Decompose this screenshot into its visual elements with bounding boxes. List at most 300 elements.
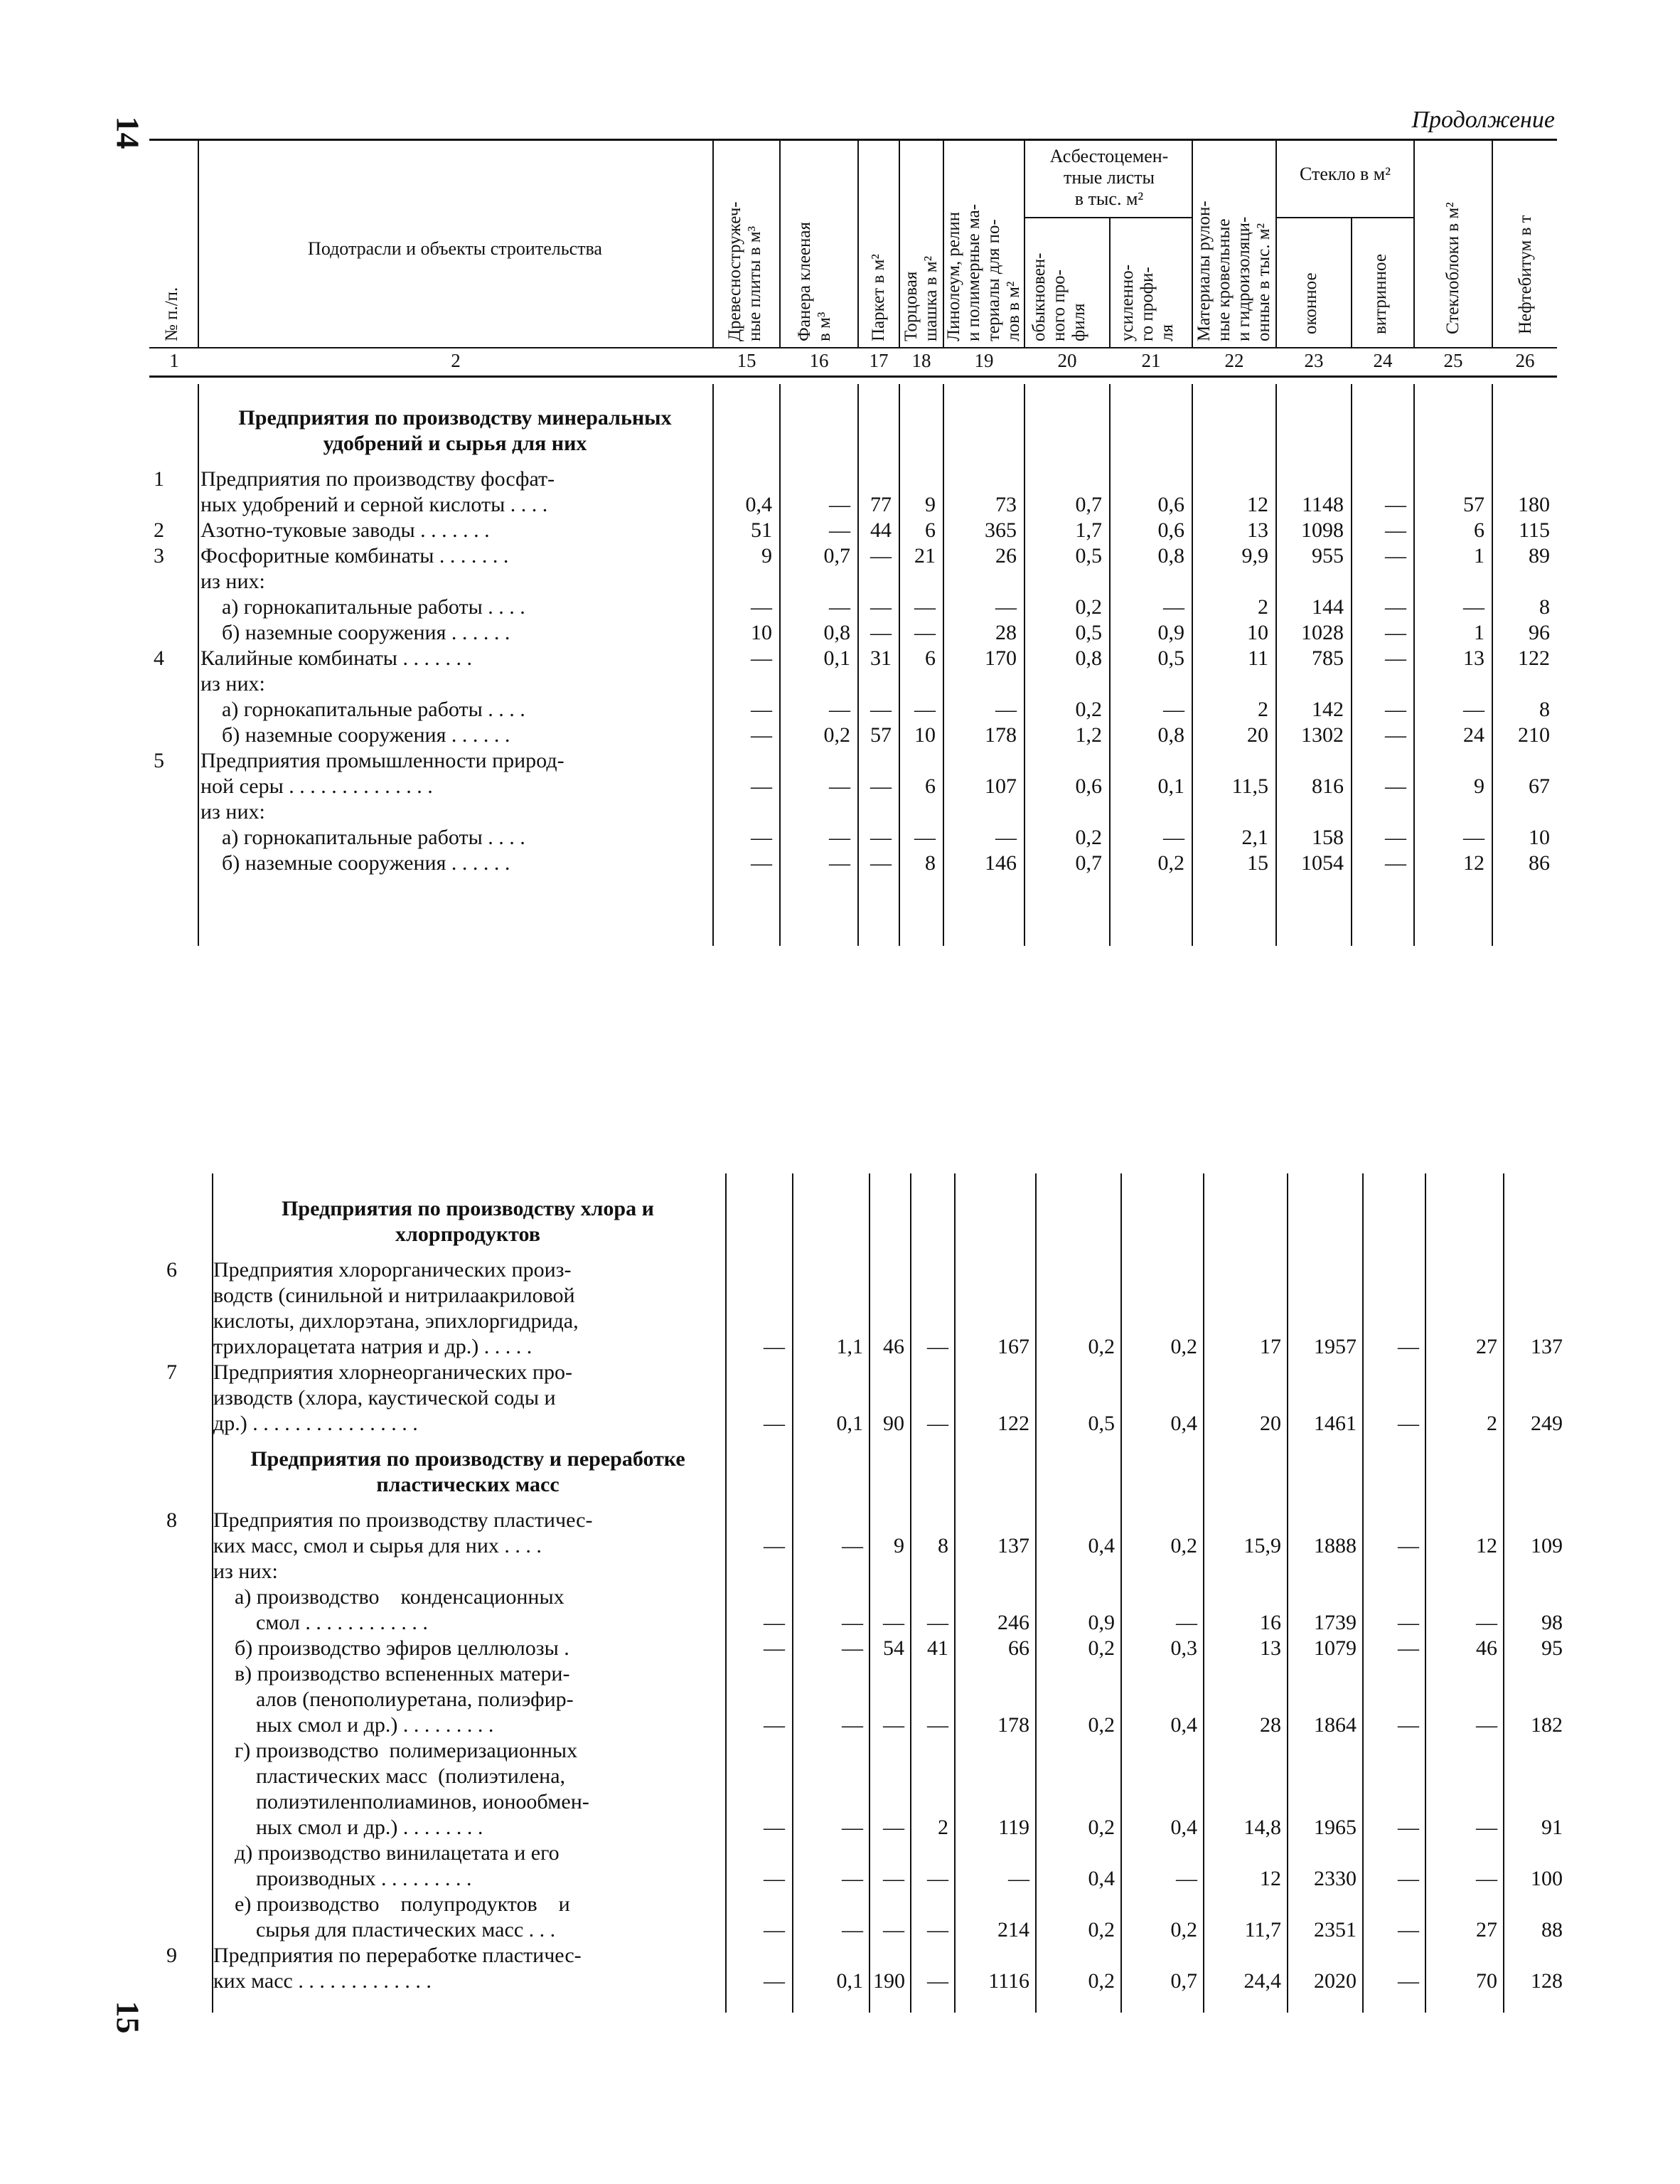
cell-col-17: 46 xyxy=(883,1335,904,1358)
cell-col-18: — xyxy=(914,621,936,644)
cell-col-19: 1116 xyxy=(988,1969,1029,1993)
cell-col-21: 0,9 xyxy=(1157,621,1184,644)
colnum: 15 xyxy=(737,350,756,371)
row-number xyxy=(164,1636,210,1661)
row-number: 3 xyxy=(154,544,164,568)
cell-col-15 xyxy=(725,1186,792,1257)
cell-col-25: — xyxy=(1476,1611,1497,1634)
cell-col-18 xyxy=(911,1559,956,1584)
cell-col-18 xyxy=(899,569,943,595)
cell-col-20 xyxy=(1037,1559,1122,1584)
cell-col-26: 10 xyxy=(1529,826,1550,849)
cell-col-22: 13 xyxy=(1260,1636,1281,1660)
cell-col-20 xyxy=(1024,569,1109,595)
cell-col-26: 88 xyxy=(1541,1918,1563,1941)
cell-col-18 xyxy=(899,671,943,697)
cell-col-24: — xyxy=(1398,1611,1419,1634)
cell-col-18: 6 xyxy=(925,518,936,542)
cell-col-15: — xyxy=(751,595,772,619)
table-row xyxy=(164,1559,1570,1584)
cell-col-15: — xyxy=(764,1969,785,1993)
row-label: Фосфоритные комбинаты . . . . . . . xyxy=(200,544,509,568)
cell-col-16: 0,1 xyxy=(823,646,850,670)
table-row xyxy=(164,1841,1570,1892)
cell-col-23: 1148 xyxy=(1302,493,1344,516)
cell-col-21: 0,4 xyxy=(1170,1816,1197,1839)
cell-col-24 xyxy=(1364,1559,1426,1584)
cell-col-15: — xyxy=(751,774,772,798)
cell-col-21 xyxy=(1122,1559,1204,1584)
table-row xyxy=(164,1584,1570,1636)
cell-col-19: 137 xyxy=(997,1534,1029,1557)
cell-col-17: — xyxy=(883,1816,904,1839)
cell-col-16 xyxy=(779,569,857,595)
cell-col-26: 122 xyxy=(1518,646,1550,670)
cell-col-25: — xyxy=(1476,1713,1497,1737)
cell-col-20: 0,4 xyxy=(1088,1867,1115,1890)
cell-col-25: 27 xyxy=(1476,1918,1497,1941)
cell-col-15 xyxy=(725,1559,792,1584)
cell-col-24: — xyxy=(1398,1636,1419,1660)
cell-col-22: 11,7 xyxy=(1244,1918,1281,1941)
cell-col-15: — xyxy=(764,1636,785,1660)
cell-col-22: 16 xyxy=(1260,1611,1281,1634)
cell-col-26: 182 xyxy=(1531,1713,1563,1737)
cell-col-22: 20 xyxy=(1260,1412,1281,1435)
cell-col-15: — xyxy=(751,851,772,875)
row-label: б) наземные сооружения . . . . . . xyxy=(200,851,510,875)
cell-col-25: 70 xyxy=(1476,1969,1497,1993)
cell-col-17: 9 xyxy=(894,1534,904,1557)
cell-col-23: 1054 xyxy=(1301,851,1344,875)
cell-col-22: 17 xyxy=(1260,1335,1281,1358)
cell-col-25: 13 xyxy=(1463,646,1484,670)
cell-col-15: 10 xyxy=(751,621,772,644)
table-row xyxy=(151,671,1557,697)
cell-col-16: 0,2 xyxy=(823,723,850,747)
header-col20: обыкновен- ного про- филя xyxy=(1029,252,1088,341)
cell-col-20: 0,5 xyxy=(1075,544,1102,568)
row-label: из них: xyxy=(213,1560,278,1583)
row-label: Предприятия хлорнеорганических про- изводств (хлора, каустической соды и др.) . . . . . . . . . . . . . . . . xyxy=(213,1360,572,1435)
cell-col-21 xyxy=(1109,395,1192,467)
table-row xyxy=(151,595,1557,620)
cell-col-26: 8 xyxy=(1539,595,1550,619)
cell-col-19: — xyxy=(1008,1867,1029,1890)
cell-col-25 xyxy=(1413,395,1492,467)
section-heading-row xyxy=(164,1186,1570,1257)
cell-col-19 xyxy=(943,569,1024,595)
row-label: б) наземные сооружения . . . . . . xyxy=(200,723,510,747)
colnum: 23 xyxy=(1304,350,1324,371)
row-number: 7 xyxy=(166,1360,177,1384)
cell-col-22: 24,4 xyxy=(1243,1969,1281,1993)
cell-col-25: 46 xyxy=(1476,1636,1497,1660)
cell-col-19: 146 xyxy=(985,851,1017,875)
cell-col-26 xyxy=(1492,395,1557,467)
cell-col-17: — xyxy=(870,621,892,644)
cell-col-16: 0,7 xyxy=(823,544,850,568)
cell-col-20: 0,6 xyxy=(1075,774,1102,798)
cell-col-24: — xyxy=(1385,646,1406,670)
cell-col-16: — xyxy=(842,1918,863,1941)
cell-col-15: 51 xyxy=(751,518,772,542)
cell-col-25: 1 xyxy=(1474,621,1484,644)
cell-col-26 xyxy=(1504,1186,1570,1257)
row-label: из них: xyxy=(200,672,265,696)
cell-col-24 xyxy=(1351,671,1413,697)
cell-col-18: — xyxy=(914,595,936,619)
cell-col-23: 142 xyxy=(1312,698,1344,721)
cell-col-25: — xyxy=(1463,826,1484,849)
cell-col-19: 107 xyxy=(985,774,1017,798)
colnum: 26 xyxy=(1515,350,1535,371)
cell-col-17: 57 xyxy=(870,723,892,747)
cell-col-19: 122 xyxy=(997,1412,1029,1435)
page-number-bottom: 15 xyxy=(109,2001,146,2034)
cell-col-17: 54 xyxy=(883,1636,904,1660)
cell-col-18: — xyxy=(927,1713,948,1737)
table-row xyxy=(151,467,1557,518)
row-label: Предприятия по производству пластичес- ких масс, смол и сырья для них . . . . xyxy=(213,1508,593,1557)
header-col16: Фанера клееная в м³ xyxy=(795,222,834,341)
cell-col-22: 12 xyxy=(1247,493,1268,516)
cell-col-18: — xyxy=(914,698,936,721)
cell-col-20: 0,8 xyxy=(1075,646,1102,670)
cell-col-19: 167 xyxy=(997,1335,1029,1358)
cell-col-16 xyxy=(792,1559,870,1584)
cell-col-20: 0,5 xyxy=(1075,621,1102,644)
cell-col-20: 0,2 xyxy=(1088,1335,1115,1358)
cell-col-24: — xyxy=(1385,493,1406,516)
cell-col-16: — xyxy=(829,826,850,849)
cell-col-24: — xyxy=(1385,851,1406,875)
colnum: 16 xyxy=(809,350,829,371)
cell-col-25 xyxy=(1426,1186,1504,1257)
colnum: 24 xyxy=(1373,350,1393,371)
cell-col-21: 0,1 xyxy=(1157,774,1184,798)
cell-col-16 xyxy=(779,395,857,467)
cell-col-19: 119 xyxy=(998,1816,1029,1839)
cell-col-17 xyxy=(857,799,899,825)
row-number xyxy=(151,569,198,595)
header-col19: Линолеум, релин и полимерные ма- териалы для по- лов в м² xyxy=(944,203,1023,341)
table-row xyxy=(164,1943,1570,1994)
cell-col-15: — xyxy=(764,1534,785,1557)
colnum: 21 xyxy=(1141,350,1161,371)
cell-col-22: 15,9 xyxy=(1243,1534,1281,1557)
cell-col-16: 0,8 xyxy=(823,621,850,644)
cell-col-15: — xyxy=(764,1611,785,1634)
cell-col-24 xyxy=(1351,569,1413,595)
cell-col-23 xyxy=(1275,395,1351,467)
cell-col-22 xyxy=(1204,1559,1288,1584)
cell-col-23 xyxy=(1275,671,1351,697)
cell-col-15: — xyxy=(751,723,772,747)
cell-col-17 xyxy=(870,1437,911,1508)
cell-col-15: — xyxy=(751,646,772,670)
cell-col-21: 0,8 xyxy=(1157,544,1184,568)
cell-col-16: — xyxy=(842,1611,863,1634)
table-row xyxy=(151,825,1557,851)
cell-col-16: — xyxy=(842,1867,863,1890)
cell-col-17: — xyxy=(883,1867,904,1890)
cell-col-24 xyxy=(1351,395,1413,467)
table-row xyxy=(164,1892,1570,1943)
cell-col-18: 9 xyxy=(925,493,936,516)
header-col18: Торцовая шашка в м² xyxy=(901,255,941,341)
cell-col-22: 12 xyxy=(1260,1867,1281,1890)
cell-col-16: — xyxy=(829,493,850,516)
cell-col-15: — xyxy=(764,1816,785,1839)
cell-col-22 xyxy=(1204,1437,1288,1508)
row-number: 6 xyxy=(166,1258,177,1282)
cell-col-20 xyxy=(1024,671,1109,697)
cell-col-19: 28 xyxy=(995,621,1017,644)
cell-col-19: — xyxy=(995,698,1017,721)
cell-col-17: — xyxy=(870,544,892,568)
table-row xyxy=(151,799,1557,825)
section-title: Предприятия по производству и переработке пластических масс xyxy=(250,1447,685,1496)
cell-col-18: 41 xyxy=(927,1636,948,1660)
cell-col-21: 0,3 xyxy=(1170,1636,1197,1660)
cell-col-21: 0,2 xyxy=(1170,1534,1197,1557)
cell-col-23: 1739 xyxy=(1314,1611,1357,1634)
row-number xyxy=(164,1661,210,1738)
table-row xyxy=(151,646,1557,671)
cell-col-23: 1864 xyxy=(1314,1713,1357,1737)
cell-col-17: — xyxy=(883,1611,904,1634)
cell-col-18: — xyxy=(927,1867,948,1890)
cell-col-26: 249 xyxy=(1531,1412,1563,1435)
row-number: 8 xyxy=(166,1508,177,1532)
cell-col-19: 246 xyxy=(997,1611,1029,1634)
table-row xyxy=(151,697,1557,723)
cell-col-19 xyxy=(943,671,1024,697)
cell-col-26 xyxy=(1492,569,1557,595)
cell-col-18: 8 xyxy=(925,851,936,875)
cell-col-19 xyxy=(956,1186,1037,1257)
cell-col-21 xyxy=(1122,1186,1204,1257)
cell-col-17: — xyxy=(870,595,892,619)
cell-col-22: 2 xyxy=(1258,698,1268,721)
cell-col-21 xyxy=(1109,799,1192,825)
row-number: 5 xyxy=(154,749,164,772)
row-label: Калийные комбинаты . . . . . . . xyxy=(200,646,472,670)
cell-col-21 xyxy=(1122,1437,1204,1508)
cell-col-18: — xyxy=(927,1412,948,1435)
cell-col-17: — xyxy=(870,698,892,721)
cell-col-20: 1,2 xyxy=(1075,723,1102,747)
row-label: а) производство конденсационных смол . . . . . . . . . . . . xyxy=(235,1585,565,1634)
cell-col-18: 21 xyxy=(914,544,936,568)
cell-col-22: 11,5 xyxy=(1231,774,1268,798)
header-col26: Нефтебитум в т xyxy=(1516,215,1535,334)
cell-col-20: 0,2 xyxy=(1088,1816,1115,1839)
cell-col-22: 2,1 xyxy=(1241,826,1268,849)
cell-col-21: 0,7 xyxy=(1170,1969,1197,1993)
cell-col-17 xyxy=(857,569,899,595)
cell-col-20: 0,4 xyxy=(1088,1534,1115,1557)
row-number xyxy=(164,1738,210,1841)
row-number xyxy=(164,1584,210,1636)
cell-col-18: — xyxy=(927,1335,948,1358)
cell-col-17: — xyxy=(883,1713,904,1737)
cell-col-18: — xyxy=(927,1969,948,1993)
row-number xyxy=(164,1559,210,1584)
cell-col-23 xyxy=(1288,1437,1364,1508)
cell-col-15 xyxy=(712,395,779,467)
cell-col-18 xyxy=(899,799,943,825)
cell-col-25: — xyxy=(1463,698,1484,721)
cell-col-21: 0,4 xyxy=(1170,1412,1197,1435)
cell-col-23 xyxy=(1288,1186,1364,1257)
cell-col-22: 9,9 xyxy=(1241,544,1268,568)
table-row xyxy=(164,1636,1570,1661)
colnum: 19 xyxy=(974,350,994,371)
row-number xyxy=(151,697,198,723)
cell-col-26: 67 xyxy=(1529,774,1550,798)
cell-col-26: 210 xyxy=(1518,723,1550,747)
header-col17: Паркет в м² xyxy=(869,254,888,341)
row-number: 9 xyxy=(166,1944,177,1967)
table-row xyxy=(164,1360,1570,1437)
row-label: а) горнокапитальные работы . . . . xyxy=(200,595,525,619)
cell-col-21: 0,4 xyxy=(1170,1713,1197,1737)
cell-col-22 xyxy=(1192,671,1275,697)
cell-col-16: 1,1 xyxy=(836,1335,863,1358)
cell-col-21: 0,6 xyxy=(1157,518,1184,542)
cell-col-17: — xyxy=(870,826,892,849)
cell-col-17: 77 xyxy=(870,493,892,516)
cell-col-26: 98 xyxy=(1541,1611,1563,1634)
table-row xyxy=(151,569,1557,595)
row-label: а) горнокапитальные работы . . . . xyxy=(200,698,525,721)
cell-col-20: 0,2 xyxy=(1088,1918,1115,1941)
cell-col-15: 9 xyxy=(761,544,772,568)
colnum: 20 xyxy=(1057,350,1077,371)
cell-col-19 xyxy=(956,1437,1037,1508)
cell-col-24: — xyxy=(1385,621,1406,644)
cell-col-20 xyxy=(1024,395,1109,467)
cell-col-18 xyxy=(911,1186,956,1257)
row-number xyxy=(151,723,198,748)
row-label: Предприятия по переработке пластичес- ких масс . . . . . . . . . . . . . xyxy=(213,1944,582,1993)
cell-col-26: 86 xyxy=(1529,851,1550,875)
cell-col-16: — xyxy=(842,1713,863,1737)
cell-col-16: 0,1 xyxy=(836,1412,863,1435)
cell-col-20: 0,2 xyxy=(1075,595,1102,619)
cell-col-19: 365 xyxy=(985,518,1017,542)
row-number: 1 xyxy=(154,467,164,491)
row-label: Предприятия промышленности природ- ной серы . . . . . . . . . . . . . . xyxy=(200,749,565,798)
cell-col-15: — xyxy=(764,1713,785,1737)
cell-col-21: 0,2 xyxy=(1170,1918,1197,1941)
row-label: Азотно-туковые заводы . . . . . . . xyxy=(200,518,490,542)
cell-col-23 xyxy=(1275,569,1351,595)
header-col21: усиленно- го профи- ля xyxy=(1118,264,1177,341)
table-row xyxy=(164,1257,1570,1360)
page-number-top: 14 xyxy=(109,116,146,149)
cell-col-25: 57 xyxy=(1463,493,1484,516)
row-label: б) наземные сооружения . . . . . . xyxy=(200,621,510,644)
cell-col-23: 1028 xyxy=(1301,621,1344,644)
cell-col-25: 6 xyxy=(1474,518,1484,542)
continuation-label: Продолжение xyxy=(1411,107,1555,133)
cell-col-26: 8 xyxy=(1539,698,1550,721)
cell-col-23 xyxy=(1275,799,1351,825)
cell-col-19: 66 xyxy=(1008,1636,1029,1660)
cell-col-26: 109 xyxy=(1531,1534,1563,1557)
table-row xyxy=(151,748,1557,799)
cell-col-25 xyxy=(1426,1437,1504,1508)
table-row xyxy=(151,518,1557,543)
cell-col-24: — xyxy=(1385,723,1406,747)
cell-col-25: — xyxy=(1476,1867,1497,1890)
cell-col-22: 15 xyxy=(1247,851,1268,875)
cell-col-15 xyxy=(725,1437,792,1508)
cell-col-22: 11 xyxy=(1248,646,1268,670)
cell-col-19: 170 xyxy=(985,646,1017,670)
cell-col-21: — xyxy=(1163,595,1184,619)
cell-col-22: 2 xyxy=(1258,595,1268,619)
row-label: а) горнокапитальные работы . . . . xyxy=(200,826,525,849)
cell-col-24: — xyxy=(1385,698,1406,721)
cell-col-20: 0,2 xyxy=(1075,826,1102,849)
row-label: е) производство полупродуктов и сырья для пластических масс . . . xyxy=(235,1892,570,1941)
cell-col-19: — xyxy=(995,595,1017,619)
cell-col-23: 1957 xyxy=(1314,1335,1357,1358)
cell-col-15: — xyxy=(751,826,772,849)
cell-col-15: 0,4 xyxy=(745,493,772,516)
table-row xyxy=(151,543,1557,569)
cell-col-15 xyxy=(712,569,779,595)
cell-col-19: 178 xyxy=(997,1713,1029,1737)
row-label: б) производство эфиров целлюлозы . xyxy=(213,1636,569,1660)
cell-col-25: 12 xyxy=(1463,851,1484,875)
top-table xyxy=(151,395,1557,876)
cell-col-18: 8 xyxy=(938,1534,948,1557)
cell-col-26 xyxy=(1492,671,1557,697)
cell-col-26: 89 xyxy=(1529,544,1550,568)
row-number xyxy=(164,1437,210,1508)
row-label: г) производство полимеризационных пластических масс (полиэтилена, полиэтиленполиаминов, ионообмен- ных смол и др.) . . . . . . . . xyxy=(235,1739,589,1839)
cell-col-18: 6 xyxy=(925,646,936,670)
table-row xyxy=(151,620,1557,646)
cell-col-20 xyxy=(1037,1437,1122,1508)
colnum: 17 xyxy=(869,350,889,371)
cell-col-21: — xyxy=(1163,698,1184,721)
cell-col-17 xyxy=(870,1559,911,1584)
cell-col-25: 1 xyxy=(1474,544,1484,568)
row-label: Предприятия по производству фосфат- ных удобрений и серной кислоты . . . . xyxy=(200,467,555,516)
row-number: 2 xyxy=(154,518,164,542)
cell-col-22 xyxy=(1204,1186,1288,1257)
cell-col-17: — xyxy=(883,1918,904,1941)
cell-col-23: 785 xyxy=(1312,646,1344,670)
cell-col-24: — xyxy=(1398,1867,1419,1890)
cell-col-16: — xyxy=(829,595,850,619)
cell-col-20: 0,9 xyxy=(1088,1611,1115,1634)
cell-col-25 xyxy=(1413,671,1492,697)
cell-col-18: 6 xyxy=(925,774,936,798)
table-row xyxy=(151,723,1557,748)
cell-col-25: — xyxy=(1463,595,1484,619)
cell-col-23: 158 xyxy=(1312,826,1344,849)
cell-col-23: 1965 xyxy=(1314,1816,1357,1839)
header-title: Подотрасли и объекты строительства xyxy=(308,238,602,259)
cell-col-19 xyxy=(956,1559,1037,1584)
